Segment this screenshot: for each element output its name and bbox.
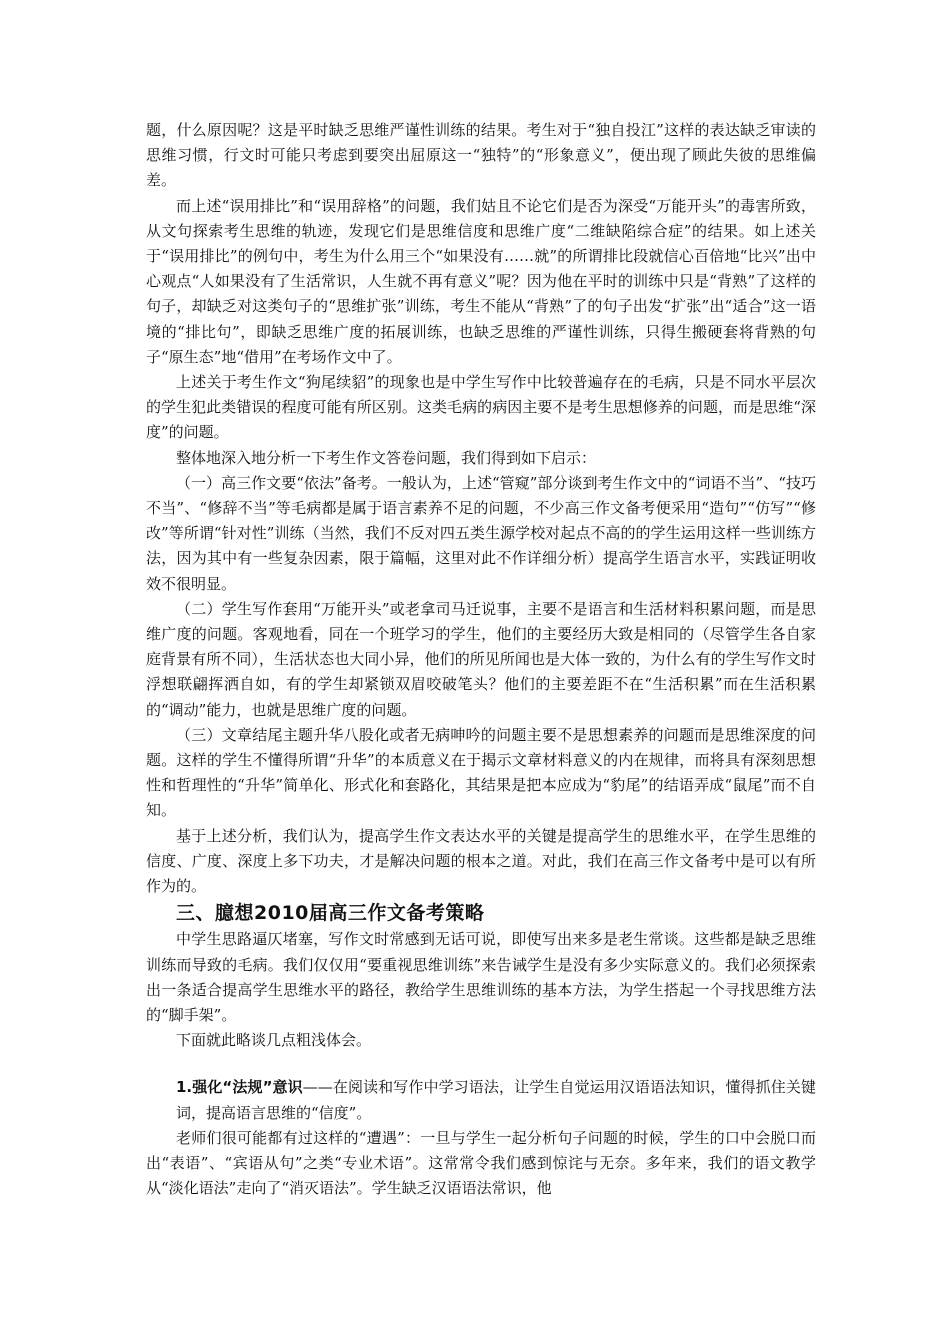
paragraph: （一）高三作文要“依法”备考。一般认为，上述“管窥”部分谈到考生作文中的“词语不当”、“技巧不当”、“修辞不当”等毛病都是属于语言素养不足的问题，不少高三作文备考便采用“造句”“仿写”“修改”等所谓“针对性”训练（当然，我们不反对四五类生源学校对起点不高的的学生运用这样一些训练方法，因为其中有一些复杂因素，限于篇幅，这里对此不作详细分析）提高学生语言水平，实践证明收效不很明显。 [146,473,816,593]
spacer [146,1053,816,1075]
paragraph: （二）学生写作套用“万能开头”或老拿司马迁说事，主要不是语言和生活材料积累问题，而是思维广度的问题。客观地看，同在一个班学习的学生，他们的主要经历大致是相同的（尽管学生各自家庭背景有所不同），生活状态也大同小异，他们的所见所闻也是大体一致的，为什么有的学生写作文时浮想联翩挥洒自如，有的学生却紧锁双眉咬破笔头？他们的主要差距不在“生活积累”而在生活积累的“调动”能力，也就是思维广度的问题。 [146,599,816,719]
paragraph: 上述关于考生作文“狗尾续貂”的现象也是中学生写作中比较普遍存在的毛病，只是不同水平层次的学生犯此类错误的程度可能有所区别。这类毛病的病因主要不是考生思想修养的问题，而是思维“深度”的问题。 [146,373,816,442]
paragraph: （三）文章结尾主题升华八股化或者无病呻吟的问题主要不是思想素养的问题而是思维深度的问题。这样的学生不懂得所谓“升华”的本质意义在于揭示文章材料意义的内在规律，而将具有深刻思想性和哲理性的“升华”简单化、形式化和套路化，其结果是把本应成为“豹尾”的结语弄成“鼠尾”而不自知。 [146,725,816,820]
point-paragraph [146,1075,816,1125]
point-text: ——在阅读和写作中学习语法，让学生自觉运用汉语语法知识，懂得抓住关键词，提高语言思维的“信度”。 [176,1078,816,1122]
section-heading: 三、臆想2010届高三作文备考策略 [176,902,485,925]
paragraph: 而上述“误用排比”和“误用辞格”的问题，我们姑且不论它们是否为深受“万能开头”的毒害所致，从文句探索考生思维的轨迹，发现它们是思维信度和思维广度“二维缺陷综合症”的结果。如上述关于“误用排比”的例句中，考生为什么用三个“如果没有……就”的所谓排比段就信心百倍地“比兴”出中心观点“人如果没有了生活常识，人生就不再有意义”呢？因为他在平时的训练中只是“背熟”了这样的句子，却缺乏对这类句子的“思维扩张”训练，考生不能从“背熟”了的句子出发“扩张”出“适合”这一语境的“排比句”，即缺乏思维广度的拓展训练，也缺乏思维的严谨性训练，只得生搬硬套将背熟的句子“原生态”地“借用”在考场作文中了。 [146,196,816,366]
paragraph: 老师们很可能都有过这样的“遭遇”：一旦与学生一起分析句子问题的时候，学生的口中会脱口而出“表语”、“宾语从句”之类“专业术语”。这常常令我们感到惊诧与无奈。多年来，我们的语文教学从“淡化语法”走向了“消灭语法”。学生缺乏汉语语法常识，他 [146,1128,816,1198]
point-title: 1.强化“法规”意识 [176,1078,303,1097]
paragraph: 中学生思路逼仄堵塞，写作文时常感到无话可说，即使写出来多是老生常谈。这些都是缺乏思维训练而导致的毛病。我们仅仅用“要重视思维训练”来告诫学生是没有多少实际意义的。我们必须探索出一条适合提高学生思维水平的路径，教给学生思维训练的基本方法，为学生搭起一个寻找思维方法的“脚手架”。 [146,930,816,1024]
paragraph-continued: 题，什么原因呢？这是平时缺乏思维严谨性训练的结果。考生对于“独自投江”这样的表达缺乏审读的思维习惯，行文时可能只考虑到要突出屈原这一“独特”的“形象意义”，便出现了顾此失彼的思维偏差。 [146,121,816,190]
paragraph: 基于上述分析，我们认为，提高学生作文表达水平的关键是提高学生的思维水平，在学生思维的信度、广度、深度上多下功夫，才是解决问题的根本之道。对此，我们在高三作文备考中是可以有所作为的。 [146,826,816,896]
document-page [146,118,816,1201]
paragraph: 整体地深入地分析一下考生作文答卷问题，我们得到如下启示： [176,448,597,467]
paragraph: 下面就此略谈几点粗浅体会。 [176,1031,372,1050]
